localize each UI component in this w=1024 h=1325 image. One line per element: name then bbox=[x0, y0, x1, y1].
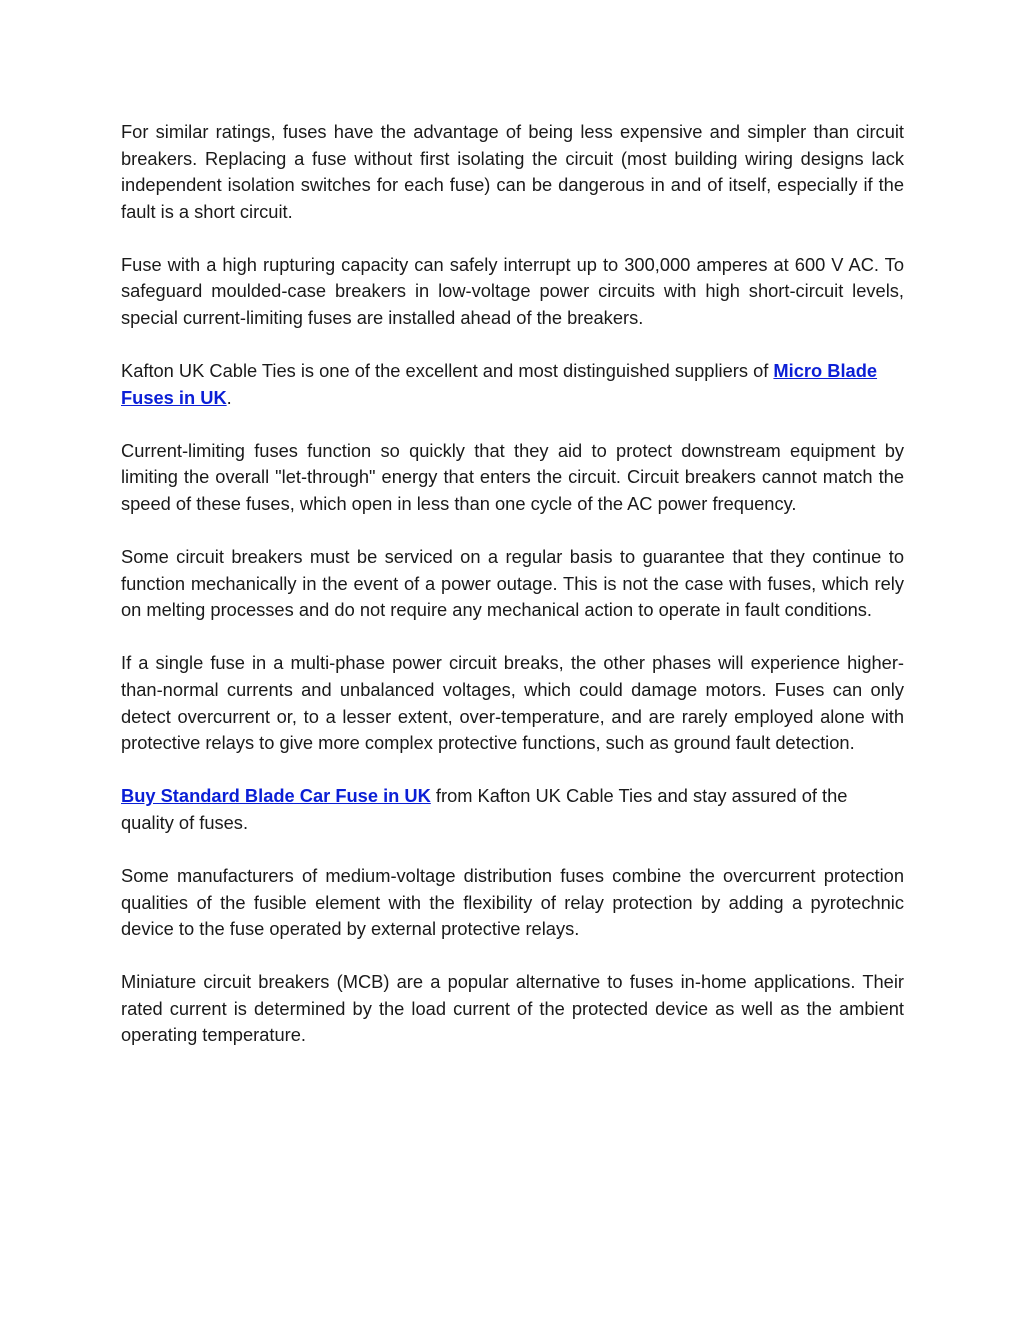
paragraph-rupturing-capacity: Fuse with a high rupturing capacity can safely interrupt up to 300,000 amperes at 600 V AC. To safeguard moulded-case breakers in low-voltage power circuits with high short-circuit levels, special current-limiting fuses are installed ahead of the breakers. bbox=[121, 253, 904, 329]
paragraph-kafton-supplier bbox=[121, 358, 904, 411]
paragraph-text: from Kafton UK Cable Ties and stay assured of the quality of fuses. bbox=[121, 785, 848, 833]
micro-blade-fuses-link[interactable]: Micro Blade Fuses in UK bbox=[121, 360, 878, 408]
paragraph-medium-voltage: Some manufacturers of medium-voltage distribution fuses combine the overcurrent protection qualities of the fusible element with the flexibility of relay protection by adding a pyrotechnic device to the fuse operated by external protective relays. bbox=[121, 864, 904, 940]
paragraph-servicing: Some circuit breakers must be serviced on a regular basis to guarantee that they continue to function mechanically in the event of a power outage. This is not the case with fuses, which rely on melting processes and do not require any mechanical action to operate in fault conditions. bbox=[121, 546, 904, 621]
paragraph-text: Kafton UK Cable Ties is one of the excellent and most distinguished suppliers of bbox=[121, 360, 774, 382]
standard-blade-car-fuse-link[interactable]: Buy Standard Blade Car Fuse in UK bbox=[121, 785, 431, 807]
paragraph-text: . bbox=[226, 386, 232, 408]
document-body bbox=[121, 119, 904, 1076]
paragraph-buy-fuse bbox=[121, 783, 904, 836]
paragraph-fuse-advantages: For similar ratings, fuses have the advantage of being less expensive and simpler than circuit breakers. Replacing a fuse without first isolating the circuit (most building wiring designs lack independent isolation switches for each fuse) can be dangerous in and of itself, especially if the fault is a short circuit. bbox=[121, 121, 904, 222]
paragraph-mcb: Miniature circuit breakers (MCB) are a popular alternative to fuses in-home applications. Their rated current is determined by the load current of the protected device as well as the ambient operating temperature. bbox=[121, 971, 904, 1046]
paragraph-current-limiting: Current-limiting fuses function so quickly that they aid to protect downstream equipment by limiting the overall "let-through" energy that enters the circuit. Circuit breakers cannot match the speed of these fuses, which open in less than one cycle of the AC power frequency. bbox=[121, 439, 904, 515]
paragraph-multi-phase: If a single fuse in a multi-phase power circuit breaks, the other phases will experience higher-than-normal currents and unbalanced voltages, which could damage motors. Fuses can only detect overcurrent or, to a lesser extent, over-temperature, and are rarely employed alone with protective relays to give more complex protective functions, such as ground fault detection. bbox=[121, 652, 904, 754]
